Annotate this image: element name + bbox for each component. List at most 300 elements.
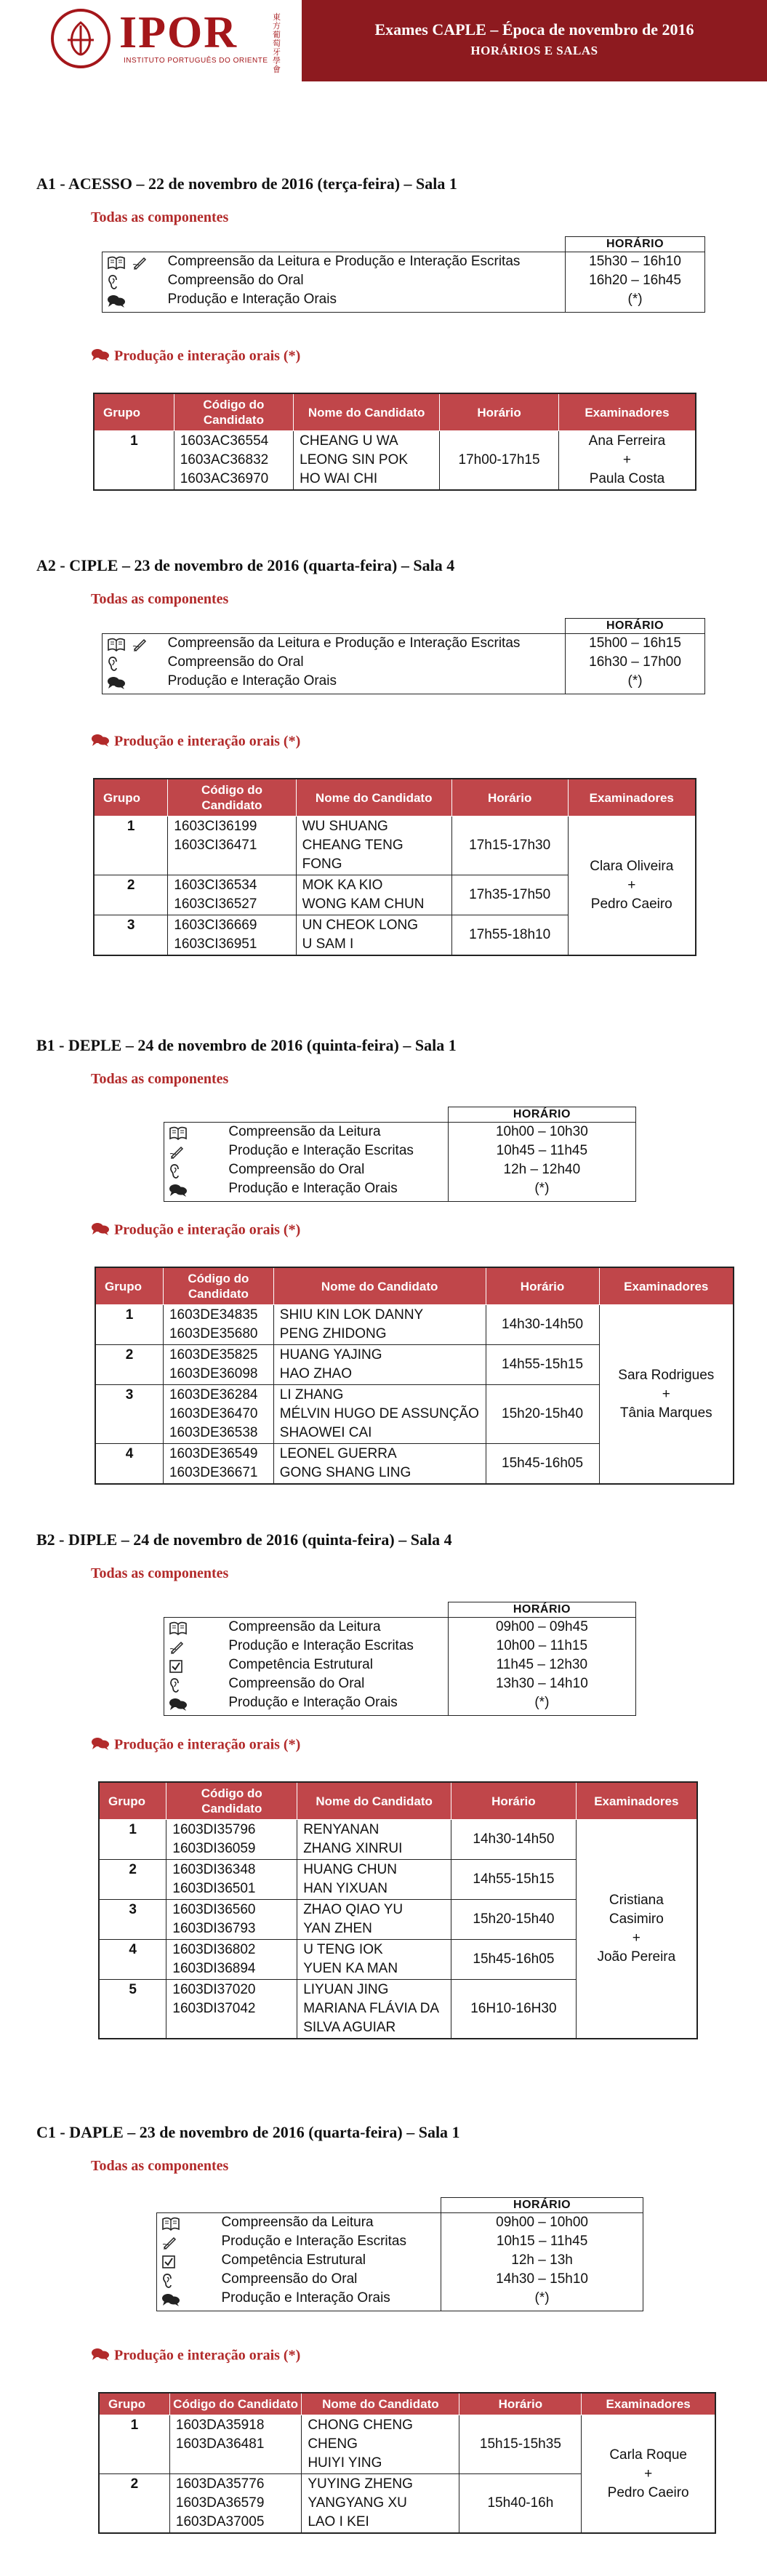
chat-icon [91,733,110,752]
component-labels [215,2213,441,2311]
candidate-code: 1603DA35918 [175,2417,265,2433]
table-row [95,1305,734,1345]
examiner-name: + [627,878,636,893]
component-time: 10h00 – 10h30 [495,1124,588,1139]
candidate-name: SHAOWEI CAI [279,1425,372,1440]
component-time: 10h45 – 11h45 [496,1143,588,1158]
components-schedule-table [164,1602,636,1716]
component-label: Produção e Interação Orais [228,1695,398,1710]
candidate-code: 1603DE35680 [169,1326,258,1341]
candidate-name: WU SHUANG [302,819,388,834]
group-time: 15h20-15h40 [486,1385,599,1444]
column-header: Examinadores [558,393,696,431]
chat-icon [91,2347,110,2366]
column-header: Nome do Candidato [297,1782,451,1820]
component-labels [222,1123,448,1202]
candidate-name: LI ZHANG [279,1387,344,1403]
checkbox-icon [161,2252,211,2271]
component-time: 16h30 – 17h00 [589,654,681,670]
component-icons [103,252,162,313]
candidate-name: HUIYI YING [308,2455,382,2471]
chat-icon [107,673,158,692]
candidate-name: MARIANA FLÁVIA DA SILVA AGUIAR [303,2001,439,2035]
candidate-codes [163,1345,273,1385]
component-time: (*) [534,1181,550,1196]
candidate-name: LAO I KEI [308,2514,369,2529]
oral-exam-table [98,1781,698,2039]
candidate-code: 1603CI36471 [174,838,257,853]
logo-wordmark: IPOR [119,8,238,57]
logo-subtitle: INSTITUTO PORTUGUÊS DO ORIENTE [124,57,268,65]
candidate-codes [174,431,293,491]
all-components-heading: Todas as componentes [91,1565,229,1581]
group-time: 17h55-18h10 [451,915,568,956]
component-label: Competência Estrutural [228,1657,373,1672]
column-header: Horário [486,1267,599,1305]
column-header: Código do Candidato [166,1782,297,1820]
table-header-row [94,779,696,816]
component-icons [164,1618,223,1716]
examiner-name: + [662,1386,670,1402]
column-header: Examinadores [599,1267,734,1305]
component-time: 11h45 – 12h30 [496,1657,588,1672]
table-header-row [95,1267,734,1305]
candidate-name: UN CHEOK LONG [302,918,419,933]
component-time: 14h30 – 15h10 [496,2271,588,2287]
candidate-code: 1603DI36348 [172,1862,256,1877]
candidate-code: 1603DA36481 [175,2436,265,2452]
examiners-cell [568,816,696,956]
page-subtitle: HORÁRIOS E SALAS [470,44,598,57]
candidate-codes [166,1860,297,1900]
candidate-code: 1603AC36970 [180,471,269,486]
group-time: 14h30-14h50 [486,1305,599,1345]
group-number: 3 [95,1385,163,1444]
candidate-names [297,1860,451,1900]
group-number: 4 [95,1444,163,1485]
all-components-heading: Todas as componentes [91,1071,229,1087]
group-time: 17h35-17h50 [451,875,568,915]
exam-section-title: A2 - CIPLE – 23 de novembro de 2016 (quarta-feira) – Sala 4 [36,556,455,574]
component-times [566,252,705,313]
group-number: 1 [94,816,168,875]
candidate-code: 1603DI36793 [172,1921,256,1936]
column-header: Nome do Candidato [294,393,440,431]
component-times [448,1123,635,1202]
book-pen-icon [107,254,158,273]
candidate-code: 1603DI37042 [172,2001,256,2016]
chat-icon [91,1221,110,1240]
examiner-name: Ana Ferreira [588,433,666,449]
chat-icon [169,1695,218,1714]
examiner-name: Tânia Marques [619,1405,712,1421]
candidate-code: 1603DE34835 [169,1307,258,1323]
oral-exam-table [93,778,696,956]
candidate-code: 1603DI35796 [172,1822,256,1837]
candidate-name: YAN ZHEN [303,1921,372,1936]
logo-chinese-name: 東方葡萄牙學會 [273,13,281,74]
component-labels [162,252,566,313]
group-time: 17h15-17h30 [451,816,568,875]
column-header: Grupo [99,2393,169,2415]
horario-header: HORÁRIO [448,1107,635,1123]
candidate-names [302,2415,459,2474]
candidate-code: 1603CI36669 [174,918,257,933]
oral-section-heading [91,1736,300,1755]
candidate-code: 1603CI36534 [174,878,257,893]
book-icon [169,1619,218,1638]
candidate-name: HAN YIXUAN [303,1881,387,1896]
component-times [448,1618,635,1716]
candidate-code: 1603CI36199 [174,819,257,834]
component-time: 16h20 – 16h45 [589,273,681,288]
candidate-code: 1603DI37020 [172,1982,256,1997]
chat-icon [91,1736,110,1755]
group-time: 15h20-15h40 [451,1900,577,1940]
group-time: 14h55-15h15 [486,1345,599,1385]
column-header: Nome do Candidato [273,1267,486,1305]
column-header: Horário [440,393,559,431]
horario-header: HORÁRIO [441,2198,643,2213]
column-header: Examinadores [582,2393,715,2415]
chat-icon [91,348,110,366]
horario-header: HORÁRIO [566,619,705,634]
table-header-row [94,393,696,431]
candidate-code: 1603DE36549 [169,1446,258,1461]
candidate-code: 1603DE36538 [169,1425,258,1440]
candidate-name: ZHAO QIAO YU [303,1902,403,1917]
candidate-name: MÉLVIN HUGO DE ASSUNÇÃO [279,1406,479,1421]
group-number: 2 [99,1860,166,1900]
all-components-heading: Todas as componentes [91,209,229,225]
candidate-name: HO WAI CHI [300,471,378,486]
oral-section-heading [91,1221,300,1240]
group-number: 3 [99,1900,166,1940]
column-header: Horário [459,2393,582,2415]
candidate-name: U TENG IOK [303,1942,383,1957]
group-number: 4 [99,1940,166,1980]
candidate-names [296,816,451,875]
candidate-name: U SAM I [302,936,354,952]
component-time: 10h15 – 11h45 [496,2234,588,2249]
candidate-name: ZHANG XINRUI [303,1841,403,1856]
book-pen-icon [107,635,158,654]
component-label: Produção e Interação Orais [228,1181,398,1196]
pen-icon [169,1143,218,1162]
chat-icon [107,292,158,310]
candidate-name: SHIU KIN LOK DANNY [279,1307,424,1323]
candidate-names [294,431,440,491]
page-title: Exames CAPLE – Época de novembro de 2016 [374,20,694,39]
component-time: 13h30 – 14h10 [495,1676,588,1691]
component-label: Produção e Interação Orais [221,2290,390,2306]
column-header: Nome do Candidato [296,779,451,816]
exam-section-title: B2 - DIPLE – 24 de novembro de 2016 (quinta-feira) – Sala 4 [36,1530,452,1549]
examiner-name: Pedro Caeiro [590,896,672,912]
column-header: Código do Candidato [163,1267,273,1305]
book-icon [169,1124,218,1143]
table-row [99,2415,715,2474]
group-number: 2 [94,875,168,915]
candidate-names [302,2474,459,2534]
column-header: Grupo [94,779,168,816]
candidate-names [296,875,451,915]
component-time: 12h – 12h40 [503,1162,581,1177]
examiner-name: + [622,452,631,468]
candidate-codes [163,1444,273,1485]
examiner-name: + [632,1930,640,1946]
component-label: Competência Estrutural [221,2252,366,2268]
group-number: 5 [99,1980,166,2039]
component-label: Compreensão da Leitura [228,1619,381,1634]
candidate-code: 1603CI36951 [174,936,257,952]
examiner-name: Clara Oliveira [590,859,674,874]
column-header: Examinadores [576,1782,697,1820]
exam-section-title: A1 - ACESSO – 22 de novembro de 2016 (terça-feira) – Sala 1 [36,174,457,193]
oral-exam-table [95,1267,734,1485]
candidate-code: 1603DI36560 [172,1902,256,1917]
column-header: Nome do Candidato [302,2393,459,2415]
ear-icon [169,1676,218,1695]
components-schedule-table [164,1107,636,1202]
candidate-code: 1603DE36284 [169,1387,258,1403]
examiner-name: João Pereira [597,1949,676,1965]
ear-icon [107,273,158,292]
candidate-codes [166,1980,297,2039]
component-labels [222,1618,448,1716]
candidate-code: 1603DE35825 [169,1347,258,1363]
component-time: 09h00 – 10h00 [496,2215,588,2230]
candidate-names [297,1900,451,1940]
candidate-name: LEONG SIN POK [300,452,409,468]
candidate-code: 1603AC36554 [180,433,269,449]
group-time: 15h40-16h [459,2474,582,2534]
component-time: 15h30 – 16h10 [589,254,681,269]
candidate-name: LEONEL GUERRA [279,1446,397,1461]
component-time: (*) [534,1695,550,1710]
candidate-name: CHONG CHENG CHENG [308,2417,413,2452]
candidate-codes [168,816,296,875]
oral-heading-label: Produção e interação orais (*) [114,1221,301,1238]
components-schedule-table [156,2197,643,2311]
group-time: 15h45-16h05 [486,1444,599,1485]
candidate-codes [169,2474,301,2534]
all-components-heading: Todas as componentes [91,2158,229,2174]
candidate-code: 1603DE36671 [169,1465,258,1480]
column-header: Horário [451,1782,577,1820]
group-number: 1 [99,2415,169,2474]
table-row [99,1820,697,1860]
component-label: Produção e Interação Escritas [228,1143,414,1158]
exam-section-title: C1 - DAPLE – 23 de novembro de 2016 (quarta-feira) – Sala 1 [36,2123,460,2141]
component-icons [157,2213,216,2311]
candidate-name: HUANG YAJING [279,1347,382,1363]
column-header: Horário [451,779,568,816]
component-times [441,2213,643,2311]
group-time: 14h55-15h15 [451,1860,577,1900]
component-time: (*) [534,2290,550,2306]
candidate-name: MOK KA KIO [302,878,383,893]
candidate-codes [168,915,296,956]
candidate-code: 1603DA37005 [175,2514,265,2529]
examiner-name: Pedro Caeiro [607,2484,689,2500]
candidate-code: 1603AC36832 [180,452,269,468]
component-label: Produção e Interação Escritas [221,2234,406,2249]
component-label: Produção e Interação Escritas [228,1638,414,1653]
table-row [94,816,696,875]
examiner-name: Cristiana [609,1893,664,1908]
ear-icon [169,1162,218,1181]
candidate-name: YUYING ZHENG [308,2476,413,2492]
horario-header: HORÁRIO [566,237,705,252]
table-header-row [99,2393,715,2415]
exam-section-title: B1 - DEPLE – 24 de novembro de 2016 (quinta-feira) – Sala 1 [36,1036,457,1054]
component-label: Produção e Interação Orais [167,673,337,689]
candidate-code: 1603CI36527 [174,896,257,912]
candidate-names [296,915,451,956]
candidate-names [273,1345,486,1385]
component-label: Produção e Interação Orais [167,292,337,307]
examiner-name: Casimiro [609,1911,664,1927]
component-time: (*) [627,673,643,689]
component-label: Compreensão da Leitura [221,2215,374,2230]
candidate-names [297,1940,451,1980]
component-icons [103,634,162,694]
candidate-name: YANGYANG XU [308,2495,407,2511]
candidate-codes [163,1385,273,1444]
group-number: 2 [99,2474,169,2534]
oral-section-heading [91,733,300,752]
candidate-code: 1603DI36802 [172,1942,256,1957]
component-label: Compreensão da Leitura e Produção e Interação Escritas [167,254,521,269]
ipor-logo [51,9,291,74]
header-banner [302,0,767,81]
column-header: Grupo [99,1782,166,1820]
group-time: 14h30-14h50 [451,1820,577,1860]
oral-exam-table [98,2392,716,2534]
candidate-code: 1603DI36059 [172,1841,256,1856]
candidate-names [273,1385,486,1444]
candidate-codes [169,2415,301,2474]
component-label: Compreensão do Oral [228,1676,365,1691]
group-time: 15h15-15h35 [459,2415,582,2474]
ear-icon [107,654,158,673]
column-header: Grupo [95,1267,163,1305]
table-row [94,431,696,491]
candidate-name: YUEN KA MAN [303,1961,398,1976]
candidate-names [297,1820,451,1860]
examiner-name: Paula Costa [589,471,665,486]
candidate-name: LIYUAN JING [303,1982,389,1997]
ear-icon [161,2271,211,2290]
candidate-name: HAO ZHAO [279,1366,353,1381]
chat-icon [161,2290,211,2309]
candidate-name: RENYANAN [303,1822,380,1837]
group-number: 1 [94,431,174,491]
pen-icon [161,2234,211,2252]
page-header [0,0,767,81]
component-label: Compreensão do Oral [221,2271,358,2287]
candidate-codes [166,1900,297,1940]
examiners-cell [558,431,696,491]
candidate-codes [166,1940,297,1980]
component-label: Compreensão do Oral [167,654,304,670]
horario-header: HORÁRIO [448,1602,635,1618]
group-time: 15h45-16h05 [451,1940,577,1980]
candidate-name: CHEANG TENG FONG [302,838,403,872]
candidate-names [297,1980,451,2039]
candidate-name: HUANG CHUN [303,1862,397,1877]
column-header: Código do Candidato [168,779,296,816]
oral-heading-label: Produção e interação orais (*) [114,733,301,750]
component-label: Compreensão do Oral [228,1162,365,1177]
examiners-cell [576,1820,697,2039]
candidate-code: 1603DE36470 [169,1406,258,1421]
candidate-codes [168,875,296,915]
group-number: 2 [95,1345,163,1385]
oral-section-heading [91,348,300,366]
component-times [566,634,705,694]
candidate-code: 1603DA35776 [175,2476,265,2492]
all-components-heading: Todas as componentes [91,591,229,607]
candidate-name: PENG ZHIDONG [279,1326,387,1341]
component-time: 09h00 – 09h45 [495,1619,588,1634]
column-header: Código do Candidato [169,2393,301,2415]
column-header: Examinadores [568,779,696,816]
examiner-name: + [644,2465,653,2481]
candidate-code: 1603DE36098 [169,1366,258,1381]
book-icon [161,2215,211,2234]
group-number: 1 [95,1305,163,1345]
candidate-names [273,1305,486,1345]
examiner-name: Sara Rodrigues [618,1367,715,1383]
component-time: 12h – 13h [511,2252,573,2268]
table-header-row [99,1782,697,1820]
components-schedule-table [102,236,705,313]
candidate-code: 1603DI36501 [172,1881,256,1896]
candidate-code: 1603DI36894 [172,1961,256,1976]
candidate-names [273,1444,486,1485]
examiners-cell [582,2415,715,2534]
chat-icon [169,1181,218,1200]
examiner-name: Carla Roque [609,2447,687,2463]
oral-heading-label: Produção e interação orais (*) [114,348,301,364]
component-time: (*) [627,292,643,307]
component-label: Compreensão da Leitura [228,1124,381,1139]
oral-exam-table [93,393,696,491]
candidate-name: GONG SHANG LING [279,1465,411,1480]
oral-heading-label: Produção e interação orais (*) [114,2347,301,2364]
logo-emblem-icon [51,9,111,68]
candidate-code: 1603DA36579 [175,2495,265,2511]
group-number: 1 [99,1820,166,1860]
component-time: 10h00 – 11h15 [496,1638,588,1653]
group-time: 16H10-16H30 [451,1980,577,2039]
components-schedule-table [102,618,705,694]
component-time: 15h00 – 16h15 [589,635,681,651]
group-number: 3 [94,915,168,956]
candidate-codes [163,1305,273,1345]
pen-icon [169,1638,218,1657]
component-icons [164,1123,223,1202]
oral-heading-label: Produção e interação orais (*) [114,1736,301,1753]
component-label: Compreensão da Leitura e Produção e Interação Escritas [167,635,521,651]
candidate-name: CHEANG U WA [300,433,398,449]
component-label: Compreensão do Oral [167,273,304,288]
column-header: Código do Candidato [174,393,293,431]
checkbox-icon [169,1657,218,1676]
oral-section-heading [91,2347,300,2366]
